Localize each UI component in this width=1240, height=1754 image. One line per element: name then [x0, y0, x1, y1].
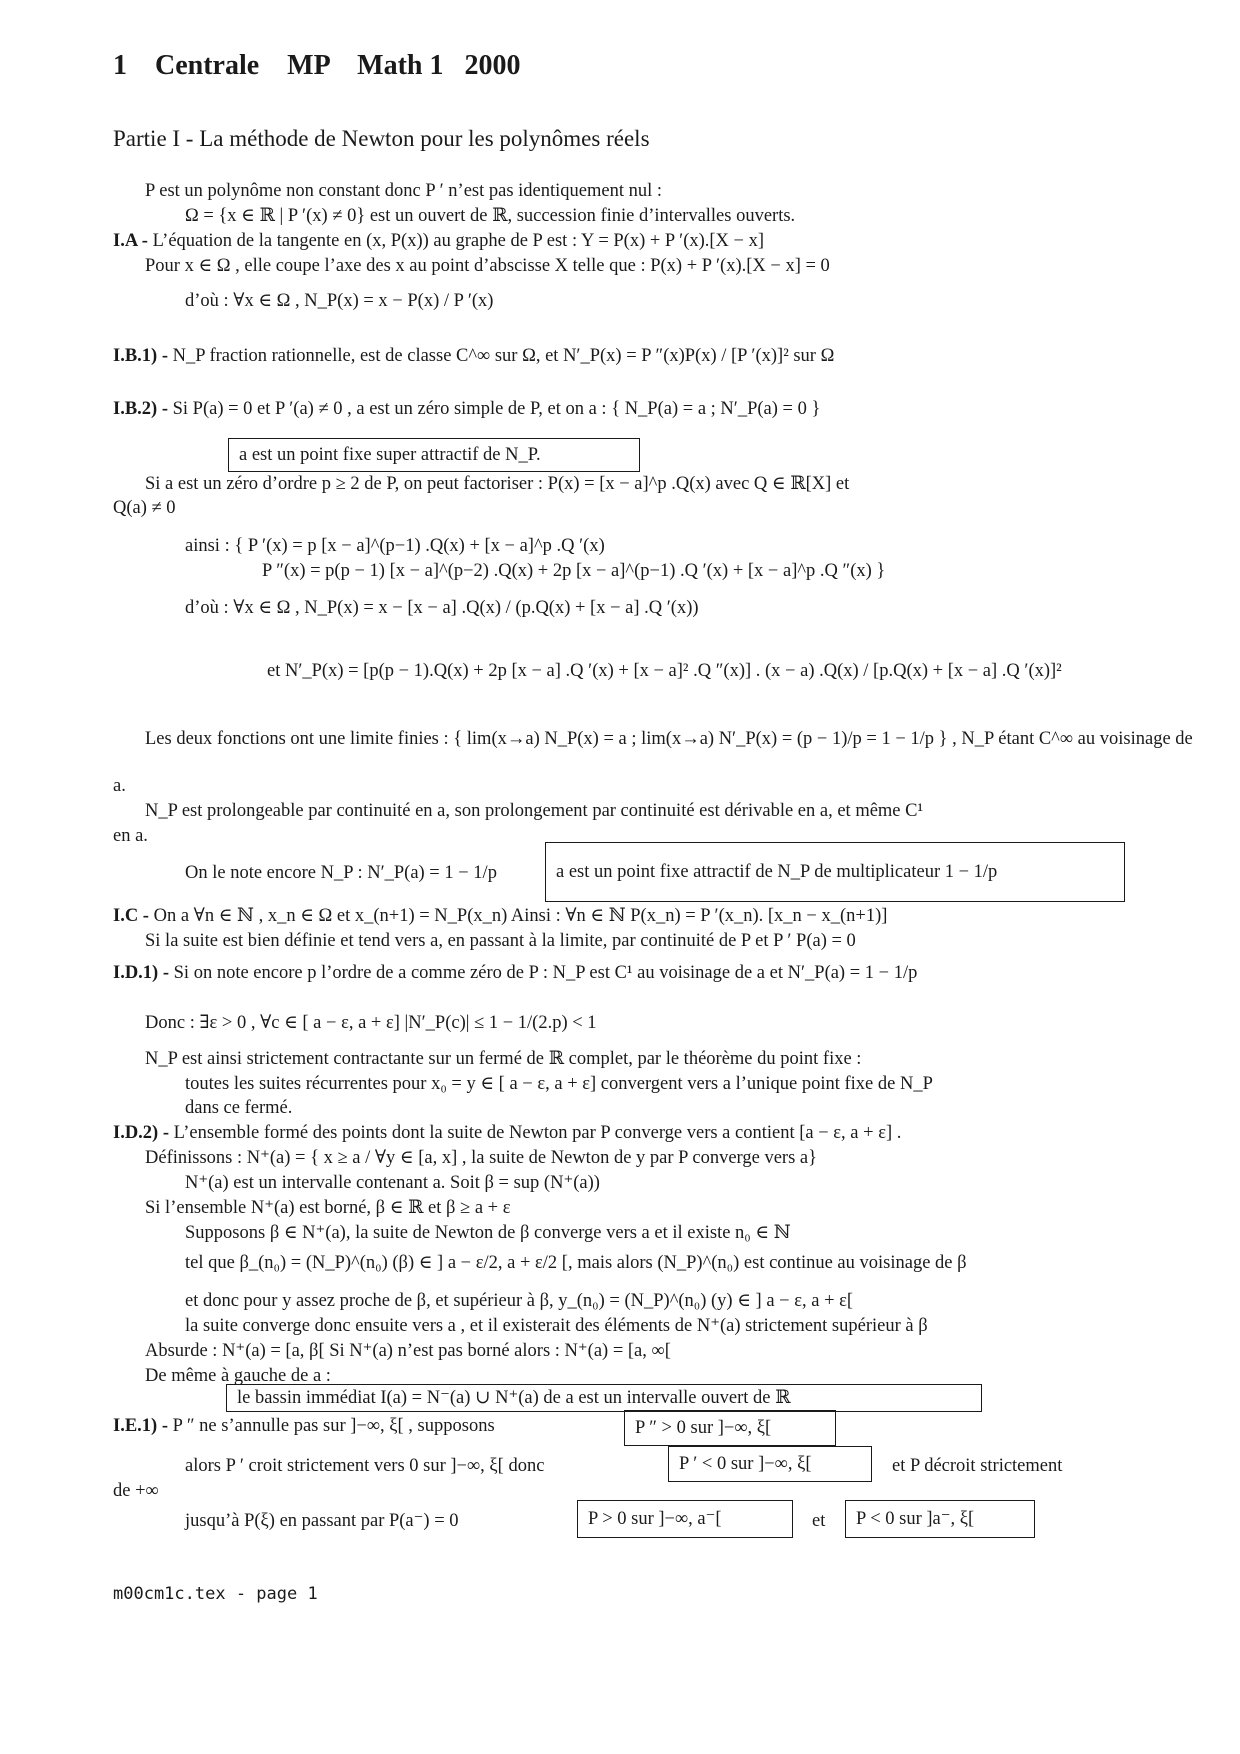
text-line: Si la suite est bien définie et tend vers a, en passant à la limite, par continuité de P et P ′ P(a) = 0 — [145, 931, 856, 951]
text-line: alors P ′ croit strictement vers 0 sur ]−∞, ξ[ donc — [185, 1456, 545, 1476]
text-line: tel que β_(n₀) = (N_P)^(n₀) (β) ∈ ] a − ε/2, a + ε/2 [, mais alors (N_P)^(n₀) est continue au voisinage de β — [185, 1253, 967, 1273]
text-line: toutes les suites récurrentes pour x₀ = y ∈ [ a − ε, a + ε] convergent vers a l’unique point fixe de N_P — [185, 1074, 933, 1094]
text-line: P ″(x) = p(p − 1) [x − a]^(p−2) .Q(x) + 2p [x − a]^(p−1) .Q ′(x) + [x − a]^p .Q ″(x) } — [262, 561, 886, 581]
section-label: I.D.2) - — [113, 1123, 170, 1143]
text-line: Supposons β ∈ N⁺(a), la suite de Newton de β converge vers a et il existe n₀ ∈ ℕ — [185, 1223, 791, 1243]
text-line: Si a est un zéro d’ordre p ≥ 2 de P, on peut factoriser : P(x) = [x − a]^p .Q(x) avec Q ∈ ℝ[X] et — [145, 474, 850, 494]
section-label: I.E.1) - — [113, 1416, 168, 1436]
text-line: I.C - On a ∀n ∈ ℕ , x_n ∈ Ω et x_(n+1) = N_P(x_n) Ainsi : ∀n ∈ ℕ P(x_n) = P ′(x_n). [x_n − x_(n+1)] — [113, 906, 888, 926]
text-line: en a. — [113, 826, 148, 846]
text-line: I.B.1) - N_P fraction rationnelle, est de classe C^∞ sur Ω, et N′_P(x) = P ″(x)P(x) / [P ′(x)]² sur Ω — [113, 346, 835, 366]
text-line: et donc pour y assez proche de β, et supérieur à β, y_(n₀) = (N_P)^(n₀) (y) ∈ ] a − ε, a + ε[ — [185, 1291, 854, 1311]
text-line: ainsi : { P ′(x) = p [x − a]^(p−1) .Q(x) + [x − a]^p .Q ′(x) — [185, 536, 605, 556]
text-line: De même à gauche de a : — [145, 1366, 331, 1386]
boxed-result: P < 0 sur ]a⁻, ξ[ — [845, 1500, 1035, 1538]
text-line: Donc : ∃ε > 0 , ∀c ∈ [ a − ε, a + ε] |N′_P(c)| ≤ 1 − 1/(2.p) < 1 — [145, 1013, 597, 1033]
text-line: et N′_P(x) = [p(p − 1).Q(x) + 2p [x − a] .Q ′(x) + [x − a]² .Q ″(x)] . (x − a) .Q(x) / [p.Q(x) + [x − a] .Q ′(x)]² — [267, 661, 1062, 681]
text-line: la suite converge donc ensuite vers a , et il existerait des éléments de N⁺(a) strictement supérieur à β — [185, 1316, 928, 1336]
section-label: I.D.1) - — [113, 963, 170, 983]
section-label: I.C - — [113, 906, 149, 926]
text-line: Q(a) ≠ 0 — [113, 498, 176, 518]
text-line: I.D.2) - L’ensemble formé des points dont la suite de Newton par P converge vers a contient [a − ε, a + ε] . — [113, 1123, 902, 1143]
section-label: I.B.2) - — [113, 399, 168, 419]
text-line: On le note encore N_P : N′_P(a) = 1 − 1/p — [185, 863, 497, 883]
boxed-result: a est un point fixe super attractif de N_P. — [228, 438, 640, 472]
text-line: Les deux fonctions ont une limite finies : { lim(x→a) N_P(x) = a ; lim(x→a) N′_P(x) = (p − 1)/p = 1 − 1/p } , N_P étant C^∞ au voisinage de — [145, 729, 1193, 749]
text-line: jusqu’à P(ξ) en passant par P(a⁻) = 0 — [185, 1511, 459, 1531]
text-line: et — [812, 1511, 826, 1531]
text-line: I.E.1) - P ″ ne s’annulle pas sur ]−∞, ξ[ , supposons — [113, 1416, 495, 1436]
text-line: I.D.1) - Si on note encore p l’ordre de a comme zéro de P : N_P est C¹ au voisinage de a et N′_P(a) = 1 − 1/p — [113, 963, 918, 983]
text-line: I.B.2) - Si P(a) = 0 et P ′(a) ≠ 0 , a est un zéro simple de P, et on a : { N_P(a) = a ; N′_P(a) = 0 } — [113, 399, 821, 419]
boxed-result: P ″ > 0 sur ]−∞, ξ[ — [624, 1410, 836, 1446]
boxed-result: P ′ < 0 sur ]−∞, ξ[ — [668, 1446, 872, 1482]
text-line: d’où : ∀x ∈ Ω , N_P(x) = x − [x − a] .Q(x) / (p.Q(x) + [x − a] .Q ′(x)) — [185, 598, 699, 618]
text-line: d’où : ∀x ∈ Ω , N_P(x) = x − P(x) / P ′(x) — [185, 291, 494, 311]
text-line: I.A - L’équation de la tangente en (x, P(x)) au graphe de P est : Y = P(x) + P ′(x).[X − x] — [113, 231, 765, 251]
text-line: Si l’ensemble N⁺(a) est borné, β ∈ ℝ et β ≥ a + ε — [145, 1198, 511, 1218]
text-line: Ω = {x ∈ ℝ | P ′(x) ≠ 0} est un ouvert de ℝ, succession finie d’intervalles ouverts. — [185, 206, 796, 226]
text-line: N_P est prolongeable par continuité en a, son prolongement par continuité est dérivable en a, et même C¹ — [145, 801, 924, 821]
text-line: P est un polynôme non constant donc P ′ n’est pas identiquement nul : — [145, 181, 663, 201]
text-line: Pour x ∈ Ω , elle coupe l’axe des x au point d’abscisse X telle que : P(x) + P ′(x).[X − x] = 0 — [145, 256, 830, 276]
part-heading: Partie I - La méthode de Newton pour les polynômes réels — [113, 126, 650, 151]
text-line: de +∞ — [113, 1481, 159, 1501]
text-line: Définissons : N⁺(a) = { x ≥ a / ∀y ∈ [a, x] , la suite de Newton de y par P converge vers a} — [145, 1148, 817, 1168]
section-heading: 1 Centrale MP Math 1 2000 — [113, 50, 521, 81]
text-line: et P décroit strictement — [892, 1456, 1063, 1476]
section-label: I.B.1) - — [113, 346, 168, 366]
text-line: N_P est ainsi strictement contractante sur un fermé de ℝ complet, par le théorème du point fixe : — [145, 1049, 862, 1069]
text-line: dans ce fermé. — [185, 1098, 293, 1118]
boxed-result: P > 0 sur ]−∞, a⁻[ — [577, 1500, 793, 1538]
text-line: a. — [113, 776, 126, 796]
page-footer: m00cm1c.tex - page 1 — [113, 1584, 318, 1604]
boxed-result: a est un point fixe attractif de N_P de multiplicateur 1 − 1/p — [545, 842, 1125, 902]
text-line: Absurde : N⁺(a) = [a, β[ Si N⁺(a) n’est pas borné alors : N⁺(a) = [a, ∞[ — [145, 1341, 671, 1361]
section-label: I.A - — [113, 231, 148, 251]
text-line: N⁺(a) est un intervalle contenant a. Soit β = sup (N⁺(a)) — [185, 1173, 600, 1193]
boxed-result: le bassin immédiat I(a) = N⁻(a) ∪ N⁺(a) de a est un intervalle ouvert de ℝ — [226, 1384, 982, 1412]
